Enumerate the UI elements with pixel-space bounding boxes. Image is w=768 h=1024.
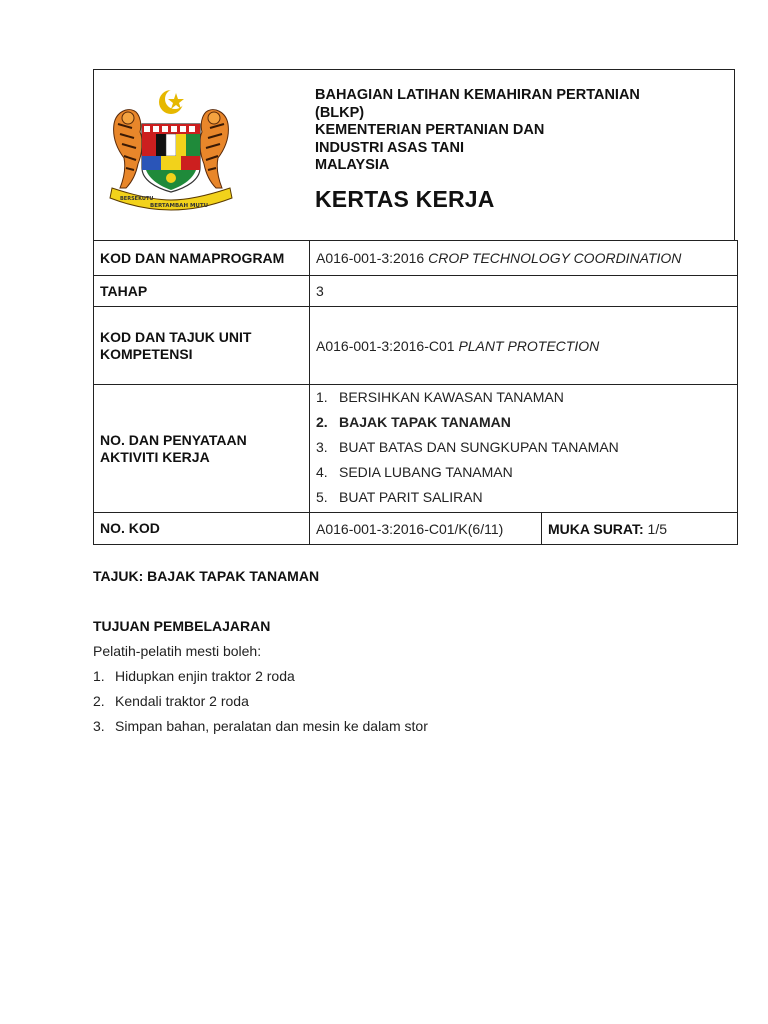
program-label: KOD DAN NAMAPROGRAM [94, 241, 310, 276]
org-line: (BLKP) [315, 104, 365, 121]
org-line: BAHAGIAN LATIHAN KEMAHIRAN PERTANIAN [315, 87, 640, 103]
program-name: CROP TECHNOLOGY COORDINATION [428, 250, 682, 266]
kod-label: NO. KOD [94, 513, 310, 545]
table-row [94, 385, 738, 513]
learning-objective-intro: Pelatih-pelatih mesti boleh: [93, 643, 262, 659]
crest-motto-right: BERTAMBAH MUTU [150, 203, 209, 209]
unit-label: KOD DAN TAJUK UNIT KOMPETENSI [94, 307, 310, 385]
activities-cell [310, 385, 738, 513]
activities-label: NO. DAN PENYATAAN AKTIVITI KERJA [94, 385, 310, 513]
tahap-value: 3 [310, 276, 738, 307]
table-row [94, 307, 738, 385]
program-code: A016-001-3:2016 [316, 250, 425, 266]
learning-objectives-list [93, 667, 428, 742]
list-item: 1. BERSIHKAN KAWASAN TANAMAN [316, 389, 564, 405]
table-row [94, 276, 738, 307]
table-row [94, 513, 738, 545]
list-item: 2. Kendali traktor 2 roda [93, 693, 249, 709]
malaysia-coat-of-arms-icon [106, 84, 236, 214]
activities-list [316, 385, 731, 510]
list-item: 1. Hidupkan enjin traktor 2 roda [93, 668, 295, 684]
page-number-cell [542, 513, 738, 545]
document-header [93, 69, 735, 240]
list-item: 3. Simpan bahan, peralatan dan mesin ke dalam stor [93, 718, 428, 734]
program-value [310, 241, 738, 276]
document-title: KERTAS KERJA [315, 186, 495, 212]
list-item: 5. BUAT PARIT SALIRAN [316, 489, 483, 505]
org-line: INDUSTRI ASAS TANI [315, 139, 465, 156]
list-item-current: 2. BAJAK TAPAK TANAMAN [316, 414, 511, 430]
org-line: KEMENTERIAN PERTANIAN DAN [315, 122, 545, 138]
org-line: MALAYSIA [315, 157, 390, 173]
organization-name [315, 87, 715, 175]
info-table [93, 240, 738, 545]
learning-objective-heading: TUJUAN PEMBELAJARAN [93, 618, 271, 634]
unit-value [310, 307, 738, 385]
tahap-label: TAHAP [94, 276, 310, 307]
list-item: 4. SEDIA LUBANG TANAMAN [316, 464, 513, 480]
page-value: 1/5 [647, 520, 668, 537]
page-label: MUKA SURAT: [548, 520, 644, 537]
topic-heading: TAJUK: BAJAK TAPAK TANAMAN [93, 568, 320, 584]
crest-motto-left: BERSEKUTU [120, 196, 154, 202]
table-row [94, 241, 738, 276]
unit-code: A016-001-3:2016-C01 [316, 337, 455, 354]
unit-name: PLANT PROTECTION [458, 337, 600, 354]
kod-value: A016-001-3:2016-C01/K(6/11) [310, 513, 542, 545]
list-item: 3. BUAT BATAS DAN SUNGKUPAN TANAMAN [316, 439, 619, 455]
